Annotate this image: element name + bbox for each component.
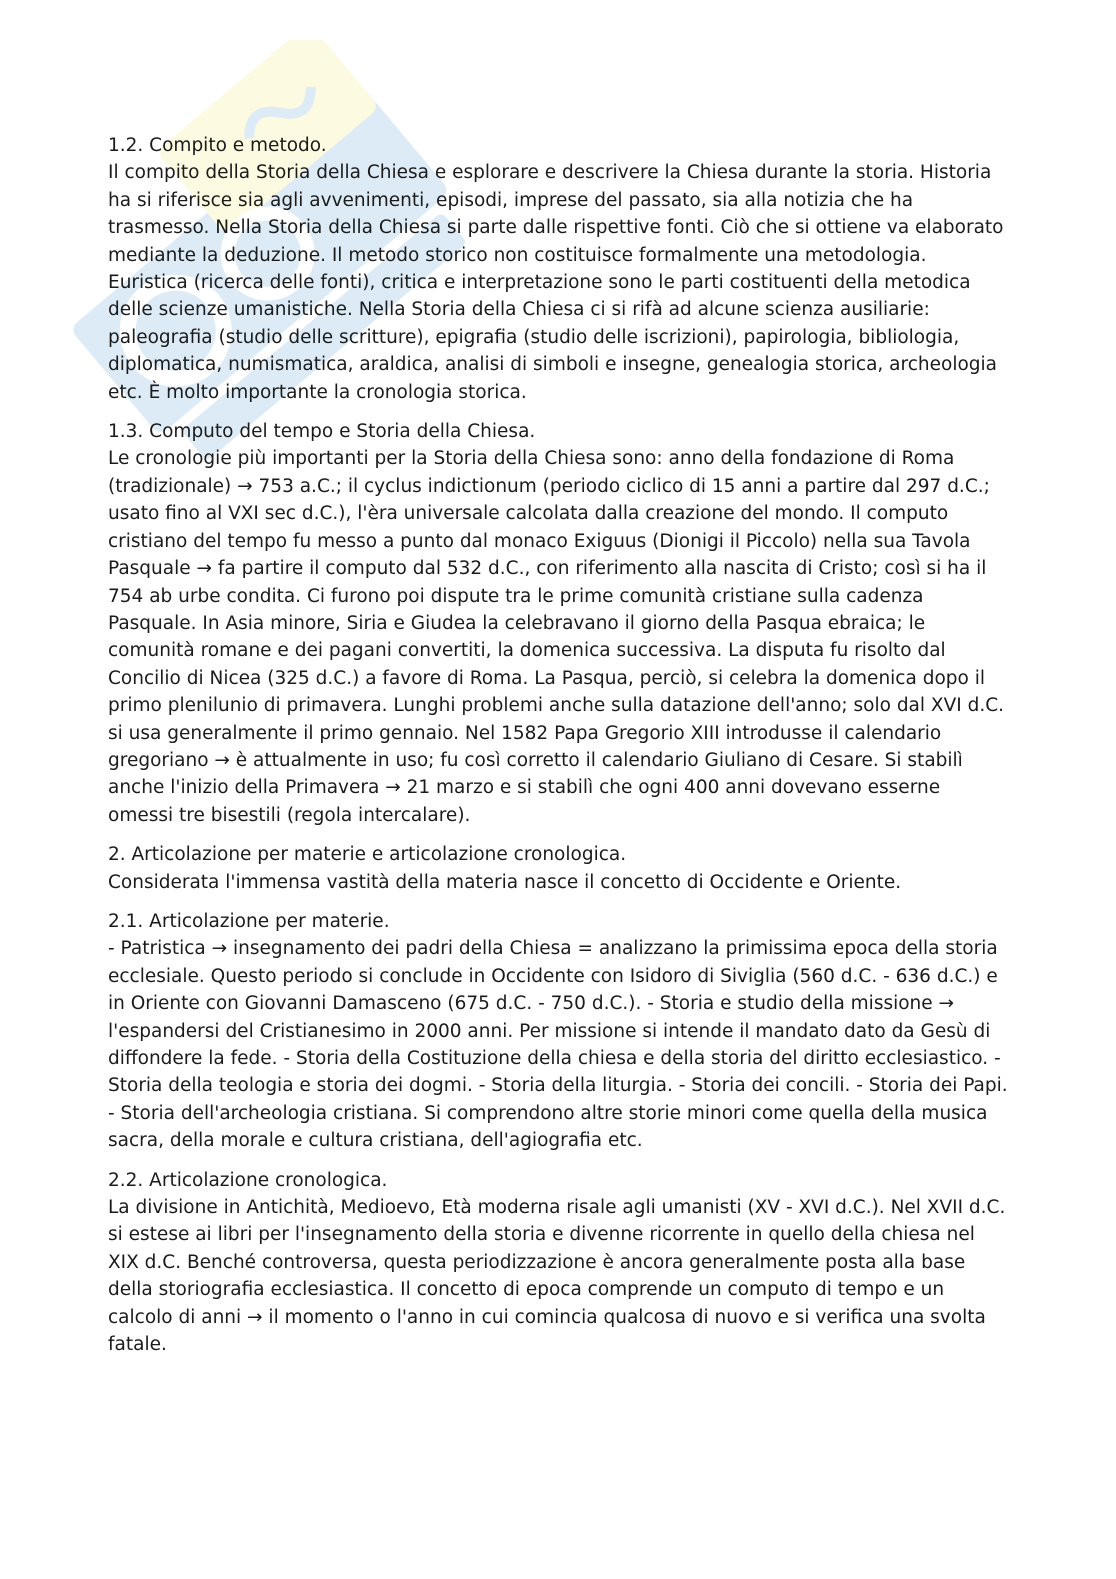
section-heading: 1.2. Compito e metodo. xyxy=(108,135,327,156)
section-body: Le cronologie più importanti per la Storia della Chiesa sono: anno della fondazione di Roma (tradizionale) → 753 a.C.; il cyclus indictionum (periodo ciclico di 15 anni a partire dal 297 d.C.; usato fino al VXI sec d.C.), l'èra universale calcolata dalla creazione del mondo. Il computo cristiano del tempo fu messo a punto dal monaco Exiguus (Dionigi il Piccolo) nella sua Tavola Pasquale → fa partire il computo dal 532 d.C., con riferimento alla nascita di Cristo; così si ha il 754 ab urbe condita. Ci furono poi dispute tra le prime comunità cristiane sulla cadenza Pasquale. In Asia minore, Siria e Giudea la celebravano il giorno della Pasqua ebraica; le comunità romane e dei pagani convertiti, la domenica successiva. La disputa fu risolto dal Concilio di Nicea (325 d.C.) a favore di Roma. La Pasqua, perciò, si celebra la domenica dopo il primo plenilunio di primavera. Lunghi problemi anche sulla datazione dell'anno; solo dal XVI d.C. si usa generalmente il primo gennaio. Nel 1582 Papa Gregorio XIII introdusse il calendario gregoriano → è attualmente in uso; fu così corretto il calendario Giuliano di Cesare. Si stabilì anche l'inizio della Primavera → 21 marzo e si stabilì che ogni 400 anni dovevano esserne omessi tre bisestili (regola intercalare). xyxy=(108,448,1005,826)
section-heading: 2.2. Articolazione cronologica. xyxy=(108,1169,388,1191)
section-computo-tempo xyxy=(108,418,1008,829)
section-body: La divisione in Antichità, Medioevo, Età moderna risale agli umanisti (XV - XVI d.C.). Nel XVII d.C. si estese ai libri per l'insegnamento della storia e divenne ricorrente in quello della chiesa nel XIX d.C. Benché controversa, questa periodizzazione è ancora generalmente posta alla base della storiografia ecclesiastica. Il concetto di epoca comprende un computo di tempo e un calcolo di anni → il momento o l'anno in cui comincia qualcosa di nuovo e si verifica una svolta fatale. xyxy=(108,1197,1006,1356)
section-compito-metodo xyxy=(108,132,1008,406)
section-articolazione xyxy=(108,841,1008,896)
section-body: - Patristica → insegnamento dei padri della Chiesa = analizzano la primissima epoca della storia ecclesiale. Questo periodo si conclude in Occidente con Isidoro di Siviglia (560 d.C. - 636 d.C.) e in Oriente con Giovanni Damasceno (675 d.C. - 750 d.C.). - Storia e studio della missione → l'espandersi del Cristianesimo in 2000 anni. Per missione si intende il mandato dato da Gesù di diffondere la fede. - Storia della Costituzione della chiesa e della storia del diritto ecclesiastico. - Storia della teologia e storia dei dogmi. - Storia della liturgia. - Storia dei concili. - Storia dei Papi. - Storia dell'archeologia cristiana. Si comprendono altre storie minori come quella della musica sacra, della morale e cultura cristiana, dell'agiografia etc. xyxy=(108,938,1008,1152)
section-body: Il compito della Storia della Chiesa e esplorare e descrivere la Chiesa durante la storia. Historia ha si riferisce sia agli avvenimenti, episodi, imprese del passato, sia alla notizia che ha trasmesso. Nella Storia della Chiesa si parte dalle rispettive fonti. Ciò che si ottiene va elaborato mediante la deduzione. Il metodo storico non costituisce formalmente una metodologia. Euristica (ricerca delle fonti), critica e interpretazione sono le parti costituenti della metodica delle scienze umanistiche. Nella Storia della Chiesa ci si rifà ad alcune scienza ausiliarie: paleografia (studio delle scritture), epigrafia (studio delle iscrizioni), papirologia, bibliologia, diplomatica, numismatica, araldica, analisi di simboli e insegne, genealogia storica, archeologia etc. È molto importante la cronologia storica. xyxy=(108,162,1004,403)
section-heading: 1.3. Computo del tempo e Storia della Chiesa. xyxy=(108,421,536,443)
document-page xyxy=(108,132,1008,1370)
section-articolazione-materie xyxy=(108,908,1008,1155)
section-heading: 2.1. Articolazione per materie. xyxy=(108,910,390,932)
section-body: Considerata l'immensa vastità della materia nasce il concetto di Occidente e Oriente. xyxy=(108,871,902,893)
section-heading: 2. Articolazione per materie e articolazione cronologica. xyxy=(108,844,627,866)
section-articolazione-cronologica xyxy=(108,1167,1008,1359)
